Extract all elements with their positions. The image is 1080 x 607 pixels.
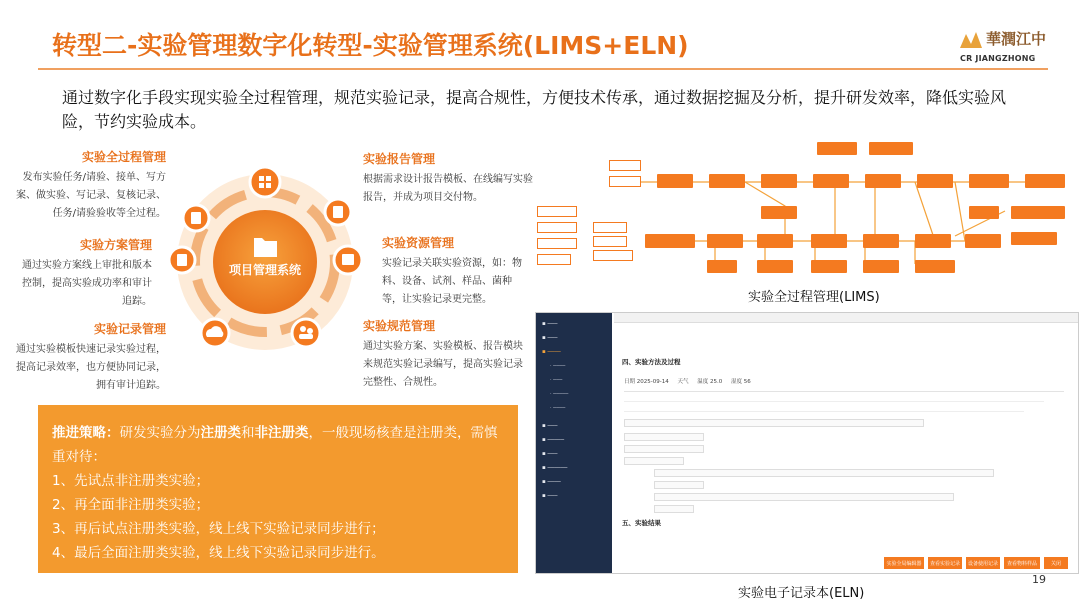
eln-button[interactable]: 实验全局编辑器 — [884, 557, 924, 569]
strategy-reg: 注册类 — [200, 425, 241, 441]
eln-nav-sub[interactable]: · ───── — [550, 391, 569, 397]
title-underline — [38, 68, 1048, 70]
section-standard-management — [363, 317, 525, 392]
flow-node — [757, 260, 793, 273]
flow-node — [969, 206, 999, 219]
flow-node — [915, 234, 951, 248]
page-title: 转型二-实验管理数字化转型-实验管理系统(LIMS+ELN) — [52, 31, 689, 60]
flow-node — [757, 234, 793, 248]
eln-nav-item[interactable]: ▪ ─── — [542, 335, 558, 341]
flow-node — [593, 222, 627, 233]
flow-node — [811, 234, 847, 248]
eln-date-row: 日期 2025-09-14 天气 温度 25.0 湿度 56 — [624, 379, 751, 385]
flow-node — [593, 250, 633, 261]
section-plan-management — [14, 236, 152, 311]
eln-nav-sub[interactable]: · ──── — [550, 405, 566, 411]
flow-node — [537, 222, 577, 233]
eln-input[interactable] — [654, 493, 954, 501]
eln-input[interactable] — [654, 505, 694, 513]
eln-screenshot — [535, 312, 1079, 574]
section-resource-management — [382, 234, 527, 309]
flow-node — [537, 206, 577, 217]
flow-node — [593, 236, 627, 247]
eln-nav-item[interactable]: ▪ ──── — [542, 479, 561, 485]
flow-node — [863, 234, 899, 248]
flow-node — [707, 234, 743, 248]
section-report-management — [363, 150, 533, 207]
eln-humid-label: 湿度 — [731, 379, 743, 385]
page-number: 19 — [1032, 573, 1046, 586]
flow-node — [609, 176, 641, 187]
section-text: 通过实验模板快速记录实验过程，提高记录效率，也方便协同记录，拥有审计追踪。 — [16, 344, 166, 391]
flow-node — [537, 238, 577, 249]
strategy-step: 4、最后全面注册类实验，线上线下实验记录同步进行。 — [52, 545, 385, 561]
eln-nav-item[interactable]: ▪ ────── — [542, 465, 568, 471]
section-text: 通过实验方案线上审批和版本控制，提高实验成功率和审计追踪。 — [22, 260, 152, 307]
document-icon — [191, 212, 201, 224]
section-text: 通过实验方案、实验模板、报告模块来规范实验记录编写，提高实验记录完整性、合规性。 — [363, 341, 523, 388]
section-process-management — [14, 148, 166, 223]
eln-main-panel — [614, 313, 1079, 574]
eln-nav-sub[interactable]: · ──── — [550, 363, 566, 369]
eln-weather-label: 天气 — [677, 379, 689, 385]
eln-tab-bar[interactable] — [614, 313, 1079, 323]
strategy-text-b: ，一般现场核查是注册类，需慎重对待： — [52, 425, 498, 465]
lims-caption: 实验全过程管理(LIMS) — [748, 290, 880, 305]
eln-input[interactable] — [624, 445, 704, 453]
strategy-nonreg: 非注册类 — [254, 425, 309, 441]
logo-text-en: CR JIANGZHONG — [960, 54, 1036, 63]
eln-nav-item[interactable]: ▪ ─── — [542, 423, 558, 429]
eln-temp-value[interactable]: 25.0 — [710, 379, 723, 385]
section-title: 实验全过程管理 — [81, 150, 166, 164]
section-text: 实验记录关联实验资源，如：物料、设备、试剂、样品、菌种等，让实验记录更完整。 — [382, 258, 522, 305]
strategy-step: 3、再后试点注册类实验，线上线下实验记录同步进行； — [52, 521, 385, 537]
strategy-step: 2、再全面非注册类实验； — [52, 497, 210, 513]
flow-node — [1025, 174, 1065, 188]
logo-text-cn: 華潤江中 — [986, 30, 1047, 48]
flow-node — [915, 260, 955, 273]
flow-node — [709, 174, 745, 188]
section-record-management — [14, 320, 166, 395]
strategy-lead: 推进策略： — [52, 425, 120, 441]
users-icon — [300, 326, 306, 332]
flow-node — [917, 174, 953, 188]
flow-node — [707, 260, 737, 273]
eln-button[interactable]: 查看实验记录 — [928, 557, 962, 569]
eln-section-title: 四、实验方法及过程 — [622, 358, 681, 366]
section-text: 根据需求设计报告模板、在线编写实验报告，并成为项目交付物。 — [363, 174, 533, 203]
lims-flowchart — [535, 136, 1080, 286]
eln-input[interactable] — [654, 469, 994, 477]
eln-nav-item[interactable]: ▪ ─── — [542, 451, 558, 457]
satellite-bottom-right — [292, 319, 320, 347]
eln-nav-sub[interactable]: · ─── — [550, 377, 563, 383]
clipboard-icon — [177, 254, 187, 266]
eln-input[interactable] — [624, 419, 924, 427]
strategy-step: 1、先试点非注册类实验； — [52, 473, 210, 489]
flow-node — [865, 174, 901, 188]
eln-date-value[interactable]: 2025-09-14 — [636, 379, 669, 385]
flow-node — [869, 142, 913, 155]
section-title: 实验方案管理 — [79, 238, 152, 252]
strategy-text-a: 研发实验分为 — [119, 425, 201, 441]
flow-node — [811, 260, 847, 273]
strategy-and: 和 — [241, 425, 255, 441]
flow-node — [609, 160, 641, 171]
eln-caption: 实验电子记录本(ELN) — [738, 586, 865, 601]
flow-node — [1011, 232, 1057, 245]
flow-node — [1011, 206, 1065, 219]
section-title: 实验记录管理 — [93, 322, 166, 336]
section-title: 实验报告管理 — [363, 152, 436, 166]
eln-nav-item[interactable]: ▪ ───── — [542, 437, 565, 443]
strategy-box — [38, 405, 518, 573]
section-title: 实验资源管理 — [382, 236, 455, 250]
eln-close-button[interactable]: 关闭 — [1044, 557, 1068, 569]
eln-temp-label: 温度 — [697, 379, 709, 385]
flow-node — [657, 174, 693, 188]
eln-nav-item[interactable]: ▪ ─── — [542, 321, 558, 327]
flow-node — [863, 260, 899, 273]
chart-icon — [342, 254, 354, 265]
eln-input[interactable] — [624, 457, 684, 465]
flow-node — [969, 174, 1009, 188]
flow-node — [817, 142, 857, 155]
hub-center-label: 项目管理系统 — [228, 263, 301, 277]
strategy-intro — [52, 421, 504, 469]
logo-icon — [958, 26, 984, 52]
eln-nav-item[interactable]: ▪ ─── — [542, 493, 558, 499]
section-text: 发布实验任务/请验、接单、写方案、做实验、写记录、复核记录、任务/请验验收等全过程。 — [16, 172, 166, 219]
eln-input[interactable] — [624, 433, 704, 441]
eln-input[interactable] — [654, 481, 704, 489]
intro-text: 通过数字化手段实现实验全过程管理，规范实验记录，提高合规性，方便技术传承，通过数据挖掘及分析，提升研发效率，降低实验风险，节约实验成本。 — [62, 88, 1007, 131]
section-title: 实验规范管理 — [363, 319, 436, 333]
satellite-top — [250, 167, 280, 197]
eln-section-title: 五、实验结果 — [622, 519, 661, 527]
eln-button[interactable]: 设备使用记录 — [966, 557, 1000, 569]
eln-humid-value[interactable]: 56 — [743, 379, 751, 385]
eln-sidebar[interactable] — [536, 313, 612, 574]
eln-nav-item-active[interactable]: ▪ ──── — [542, 349, 561, 355]
flow-node — [537, 254, 571, 265]
flow-node — [645, 234, 695, 248]
eln-button[interactable]: 查看物料样品 — [1004, 557, 1040, 569]
grid-icon — [259, 176, 264, 181]
flow-node — [761, 174, 797, 188]
flow-node — [813, 174, 849, 188]
flow-node — [965, 234, 1001, 248]
flow-node — [761, 206, 797, 219]
company-logo — [958, 24, 1054, 70]
